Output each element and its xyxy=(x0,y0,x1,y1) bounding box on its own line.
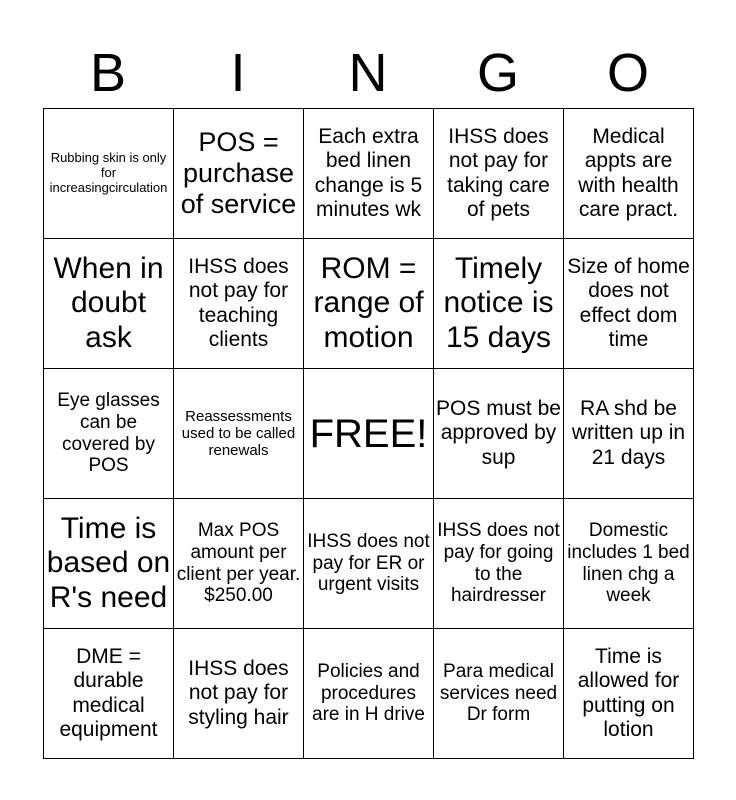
board-row xyxy=(44,239,694,369)
bingo-header xyxy=(43,40,693,106)
bingo-board xyxy=(43,108,694,759)
bingo-cell[interactable]: Eye glasses can be covered by POS xyxy=(44,369,174,499)
bingo-cell[interactable]: Size of home does not effect dom time xyxy=(564,239,694,369)
bingo-cell[interactable]: IHSS does not pay for ER or urgent visits xyxy=(304,499,434,629)
bingo-cell[interactable]: When in doubt ask xyxy=(44,239,174,369)
board-row xyxy=(44,109,694,239)
bingo-cell[interactable]: ROM = range of motion xyxy=(304,239,434,369)
bingo-cell[interactable]: Each extra bed linen change is 5 minutes wk xyxy=(304,109,434,239)
bingo-cell[interactable]: Medical appts are with health care pract. xyxy=(564,109,694,239)
bingo-cell[interactable]: Para medical services need Dr form xyxy=(434,629,564,759)
bingo-cell[interactable]: RA shd be written up in 21 days xyxy=(564,369,694,499)
header-letter-o: O xyxy=(606,43,649,103)
free-space[interactable]: FREE! xyxy=(304,369,434,499)
header-letter-g: G xyxy=(476,43,519,103)
header-letter-b: B xyxy=(89,43,127,103)
bingo-cell[interactable]: Time is allowed for putting on lotion xyxy=(564,629,694,759)
bingo-cell[interactable]: IHSS does not pay for styling hair xyxy=(174,629,304,759)
bingo-cell[interactable]: IHSS does not pay for going to the hairdresser xyxy=(434,499,564,629)
bingo-cell[interactable]: Domestic includes 1 bed linen chg a week xyxy=(564,499,694,629)
bingo-cell[interactable]: Rubbing skin is only for increasingcirculation xyxy=(44,109,174,239)
bingo-cell[interactable]: Max POS amount per client per year. $250.00 xyxy=(174,499,304,629)
bingo-cell[interactable]: Reassessments used to be called renewals xyxy=(174,369,304,499)
header-letter-n: N xyxy=(348,43,388,103)
header-letter-i: I xyxy=(230,43,246,103)
bingo-cell[interactable]: IHSS does not pay for taking care of pets xyxy=(434,109,564,239)
bingo-cell[interactable]: POS = purchase of service xyxy=(174,109,304,239)
board-row xyxy=(44,499,694,629)
bingo-cell[interactable]: POS must be approved by sup xyxy=(434,369,564,499)
bingo-cell[interactable]: Timely notice is 15 days xyxy=(434,239,564,369)
board-row xyxy=(44,629,694,759)
bingo-cell[interactable]: DME = durable medical equipment xyxy=(44,629,174,759)
bingo-cell[interactable]: IHSS does not pay for teaching clients xyxy=(174,239,304,369)
bingo-cell[interactable]: Policies and procedures are in H drive xyxy=(304,629,434,759)
board-row xyxy=(44,369,694,499)
bingo-cell[interactable]: Time is based on R's need xyxy=(44,499,174,629)
